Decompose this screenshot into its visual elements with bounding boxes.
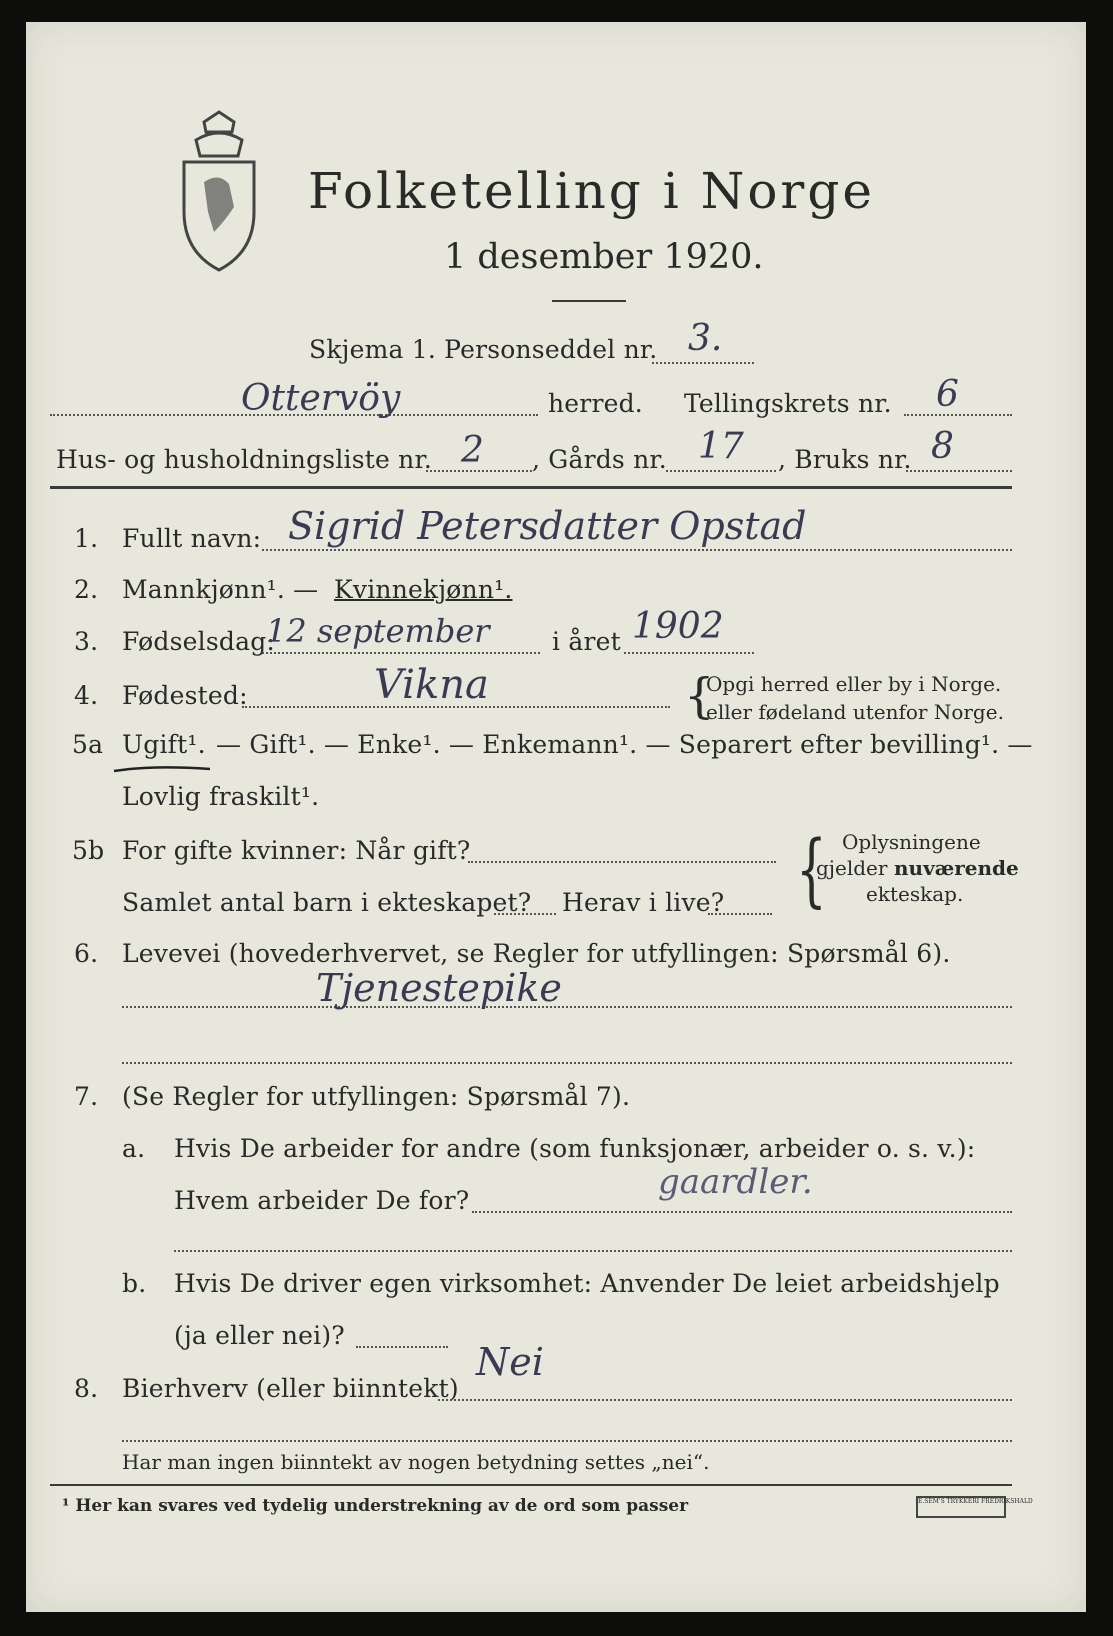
q6-number: 6. [74,939,99,968]
q5b-married-dots [468,861,776,863]
mannkjonn-option[interactable]: Mannkjønn¹. — [122,575,319,604]
q5b-children-dots [494,913,556,915]
q5b-label-alive: Herav i live? [562,888,725,917]
skjema-label: Skjema 1. Personseddel nr. [309,335,658,364]
herred-label: herred. [548,389,643,418]
q7a-letter: a. [122,1134,146,1163]
bruks-dots [906,470,1012,472]
q8-dots [438,1399,1012,1401]
printer-stamp-text: E.SEM'S TRYKKERI FREDRIKSHALD [918,1498,1033,1505]
gards-label: , Gårds nr. [532,445,667,474]
lovlig-fraskilt-option[interactable]: Lovlig fraskilt¹. [122,782,320,811]
q3-number: 3. [74,627,99,656]
footer-divider [50,1484,1012,1486]
hus-label: Hus- og husholdningsliste nr. [56,445,433,474]
ugift-option[interactable]: Ugift¹. [122,730,206,759]
q5a-number: 5a [72,730,104,759]
q5b-note-line2b: nuværende [894,856,1019,880]
norway-coat-of-arms-icon [174,112,264,272]
q4-number: 4. [74,681,99,710]
tellingskrets-label: Tellingskrets nr. [684,389,892,418]
employer-value[interactable]: gaardler. [658,1162,813,1202]
q5b-note-line2a: gjelder [816,856,888,880]
herred-value[interactable]: Ottervöy [241,378,401,419]
civil-status-options[interactable]: — Gift¹. — Enke¹. — Enkemann¹. — Separert efter bevilling¹. — [216,730,1033,759]
tellingskrets-value[interactable]: 6 [936,374,959,415]
q4-note-line2: eller fødeland utenfor Norge. [706,700,1004,724]
bruks-value[interactable]: 8 [931,426,954,467]
personseddel-number[interactable]: 3. [688,318,723,359]
q3-day-dots [262,652,540,654]
q5b-brace: { [796,823,827,916]
kvinnekjonn-option[interactable]: Kvinnekjønn¹. [334,575,513,604]
q7a-label: Hvis De arbeider for andre (som funksjonær, arbeider o. s. v.): [174,1134,976,1163]
q4-brace: { [684,668,715,724]
year-label: i året [552,627,621,656]
birthplace-value[interactable]: Vikna [374,662,489,708]
ugift-underline [112,758,212,766]
footnote: ¹ Her kan svares ved tydelig understrekning av de ord som passer [62,1496,689,1516]
q5b-note-line1: Oplysningene [842,830,981,854]
footer-note: Har man ingen biinntekt av nogen betydning settes „nei“. [122,1450,710,1474]
q5b-number: 5b [72,836,105,865]
full-name-value[interactable]: Sigrid Petersdatter Opstad [288,504,807,548]
census-form-page [26,22,1086,1612]
printer-stamp [916,1496,1033,1518]
gards-value[interactable]: 17 [698,426,744,467]
q7b-label2: (ja eller nei)? [174,1321,345,1350]
skjema-dots [652,362,754,364]
q5b-alive-dots [708,913,772,915]
secondary-income-value[interactable]: Nei [476,1340,544,1384]
q7a-label2: Hvem arbeider De for? [174,1186,470,1215]
census-date: 1 desember 1920. [444,237,764,277]
q4-label: Fødested: [122,681,248,710]
q8-number: 8. [74,1374,99,1403]
q6-label: Levevei (hovederhvervet, se Regler for utfyllingen: Spørsmål 6). [122,939,951,968]
q7b-letter: b. [122,1269,147,1298]
q3-label: Fødselsdag: [122,627,276,656]
q6-dots-2 [122,1062,1012,1064]
q7-number: 7. [74,1082,99,1111]
birth-day-value[interactable]: 12 september [266,612,490,650]
q7b-dots [356,1346,448,1348]
bruks-label: , Bruks nr. [778,445,912,474]
page-title: Folketelling i Norge [308,162,875,220]
header-divider [50,486,1012,489]
occupation-value[interactable]: Tjenestepike [316,966,562,1010]
title-divider [552,300,626,302]
q1-label: Fullt navn: [122,524,262,553]
q5b-label-children: Samlet antal barn i ekteskapet? [122,888,532,917]
q6-dots-1 [122,1006,1012,1008]
q5b-note-line3: ekteskap. [866,882,964,906]
gards-dots [666,470,776,472]
q5b-label-married: For gifte kvinner: Når gift? [122,836,471,865]
birth-year-value[interactable]: 1902 [632,606,724,647]
q2-number: 2. [74,575,99,604]
q1-number: 1. [74,524,99,553]
q7b-label: Hvis De driver egen virksomhet: Anvender De leiet arbeidshjelp [174,1269,1000,1298]
q7a-dots [472,1211,1012,1213]
q8-dots-2 [122,1440,1012,1442]
q4-note-line1: Opgi herred eller by i Norge. [706,672,1002,696]
hus-value[interactable]: 2 [461,430,484,471]
q3-year-dots [624,652,754,654]
q8-label: Bierhverv (eller biinntekt) [122,1374,459,1403]
q7-label: (Se Regler for utfyllingen: Spørsmål 7). [122,1082,631,1111]
q7a-dots-2 [174,1250,1012,1252]
q1-dots [262,549,1012,551]
